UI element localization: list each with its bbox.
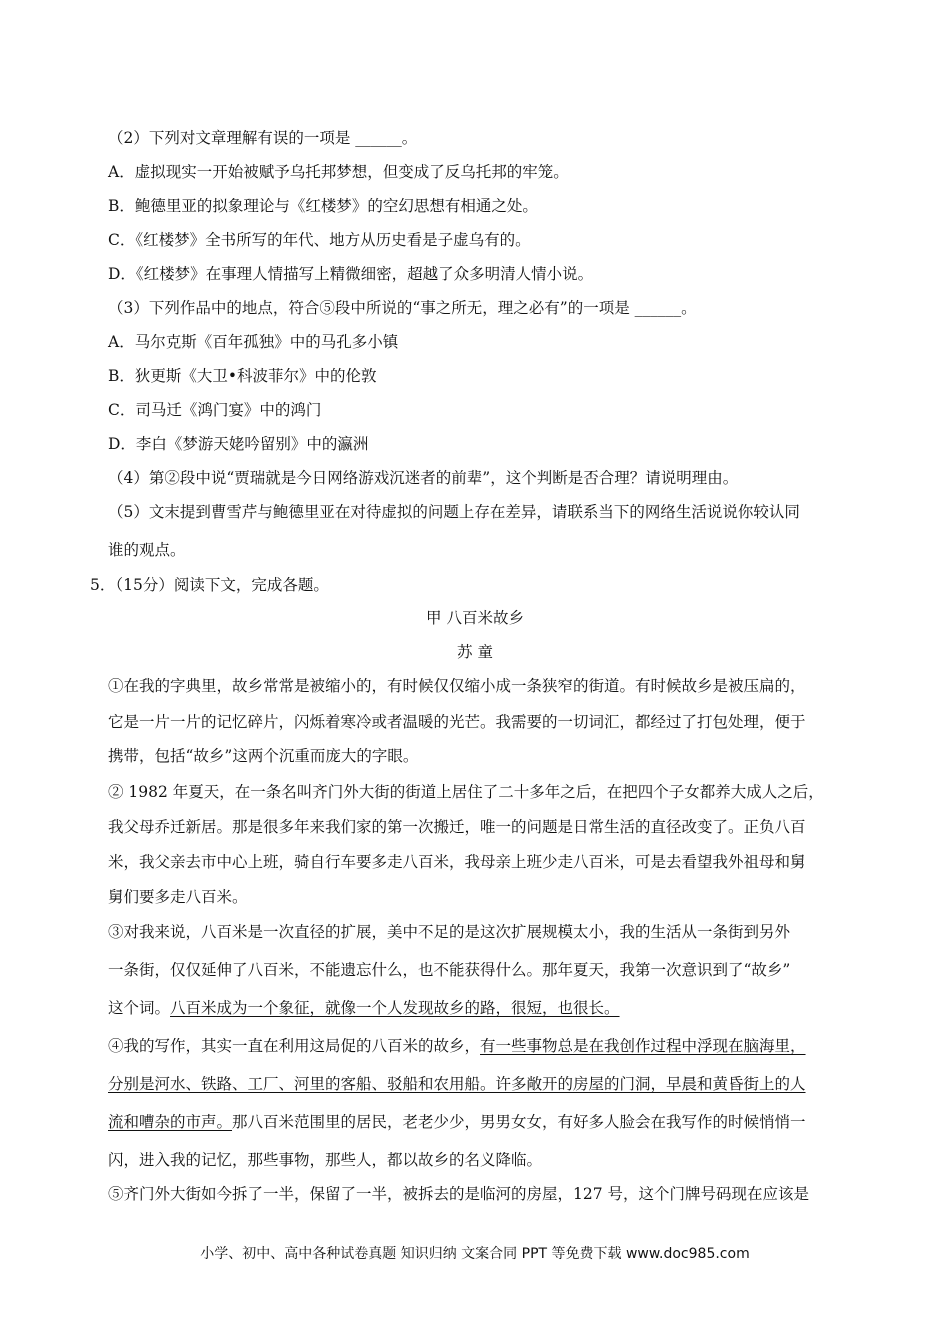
q3-option-a: A．马尔克斯《百年孤独》中的马孔多小镇 xyxy=(108,333,399,351)
q2-option-b: B．鲍德里亚的拟象理论与《红楼梦》的空幻思想有相通之处。 xyxy=(108,197,538,215)
passage-title: 甲 八百米故乡 xyxy=(426,609,524,627)
q3-option-d: D．李白《梦游天姥吟留别》中的瀛洲 xyxy=(108,435,369,453)
q2-option-c: C．《红楼梦》全书所写的年代、地方从历史看是子虚乌有的。 xyxy=(108,231,531,249)
paragraph-1-line-3: 携带，包括“故乡”这两个沉重而庞大的字眼。 xyxy=(108,747,419,765)
q5-stem-line-2: 谁的观点。 xyxy=(108,541,186,559)
paragraph-4-line-3 xyxy=(108,1112,806,1132)
paragraph-4-line-4: 闪，进入我的记忆，那些事物，那些人，都以故乡的名义降临。 xyxy=(108,1151,543,1169)
paragraph-3-plain-text: 这个词。 xyxy=(108,999,171,1017)
paragraph-4-continued-text: 那八百米范围里的居民，老老少少，男男女女，有好多人脸会在我写作的时候悄悄一 xyxy=(232,1113,806,1131)
paragraph-2-line-4: 舅们要多走八百米。 xyxy=(108,888,248,906)
q3-option-b: B．狄更斯《大卫•科波菲尔》中的伦敦 xyxy=(108,367,377,385)
underlined-sentence-2-part-3: 流和嘈杂的市声。 xyxy=(108,1113,233,1131)
paragraph-3-line-1: ③对我来说，八百米是一次直径的扩展，美中不足的是这次扩展规模太小，我的生活从一条街到另外 xyxy=(108,923,791,941)
underlined-sentence-1: 八百米成为一个象征，就像一个人发现故乡的路，很短，也很长。 xyxy=(170,999,620,1017)
q2-option-a: A．虚拟现实一开始被赋予乌托邦梦想，但变成了反乌托邦的牢笼。 xyxy=(108,163,569,181)
paragraph-1-line-2: 它是一片一片的记忆碎片，闪烁着寒冷或者温暖的光芒。我需要的一切词汇，都经过了打包处理，便于 xyxy=(108,713,806,731)
q2-option-d: D．《红楼梦》在事理人情描写上精微细密，超越了众多明清人情小说。 xyxy=(108,265,594,283)
underlined-sentence-2-part-1: 有一些事物总是在我创作过程中浮现在脑海里， xyxy=(480,1037,806,1055)
paragraph-2-line-1: ② 1982 年夏天，在一条名叫齐门外大街的街道上居住了二十多年之后，在把四个子女都养大成人之后， xyxy=(108,783,824,801)
section-5-header: 5．（15分）阅读下文，完成各题。 xyxy=(90,576,329,594)
q3-stem: （3）下列作品中的地点，符合⑤段中所说的“事之所无，理之必有”的一项是 ______。 xyxy=(108,299,697,317)
passage-author: 苏 童 xyxy=(457,643,493,661)
paragraph-4-plain-text: ④我的写作，其实一直在利用这局促的八百米的故乡， xyxy=(108,1037,481,1055)
paragraph-2-line-2: 我父母乔迁新居。那是很多年来我们家的第一次搬迁，唯一的问题是日常生活的直径改变了。正负八百 xyxy=(108,818,806,836)
paragraph-2-line-3: 米，我父亲去市中心上班，骑自行车要多走八百米，我母亲上班少走八百米，可是去看望我外祖母和舅 xyxy=(108,853,806,871)
paragraph-1-line-1: ①在我的字典里，故乡常常是被缩小的，有时候仅仅缩小成一条狭窄的街道。有时候故乡是被压扁的， xyxy=(108,677,806,695)
q5-stem-line-1: （5）文末提到曹雪芹与鲍德里亚在对待虚拟的问题上存在差异，请联系当下的网络生活说说你较认同 xyxy=(108,503,800,521)
page-footer: 小学、初中、高中各种试卷真题 知识归纳 文案合同 PPT 等免费下载 www.doc985.com xyxy=(200,1246,750,1262)
q2-stem: （2）下列对文章理解有误的一项是 ______。 xyxy=(108,129,418,147)
underlined-sentence-2-part-2: 分别是河水、铁路、工厂、河里的客船、驳船和农用船。许多敞开的房屋的门洞，早晨和黄昏街上的人 xyxy=(108,1075,806,1093)
paragraph-4-line-1 xyxy=(108,1036,806,1056)
q4-stem: （4）第②段中说“贾瑞就是今日网络游戏沉迷者的前辈”，这个判断是否合理？请说明理由。 xyxy=(108,469,739,487)
q3-option-c: C．司马迁《鸿门宴》中的鸿门 xyxy=(108,401,322,419)
paragraph-5-line-1: ⑤齐门外大街如今拆了一半，保留了一半，被拆去的是临河的房屋，127 号，这个门牌号码现在应该是 xyxy=(108,1185,810,1203)
paragraph-3-line-2: 一条街，仅仅延伸了八百米，不能遗忘什么，也不能获得什么。那年夏天，我第一次意识到了“故乡” xyxy=(108,961,791,979)
paragraph-3-line-3 xyxy=(108,998,620,1018)
